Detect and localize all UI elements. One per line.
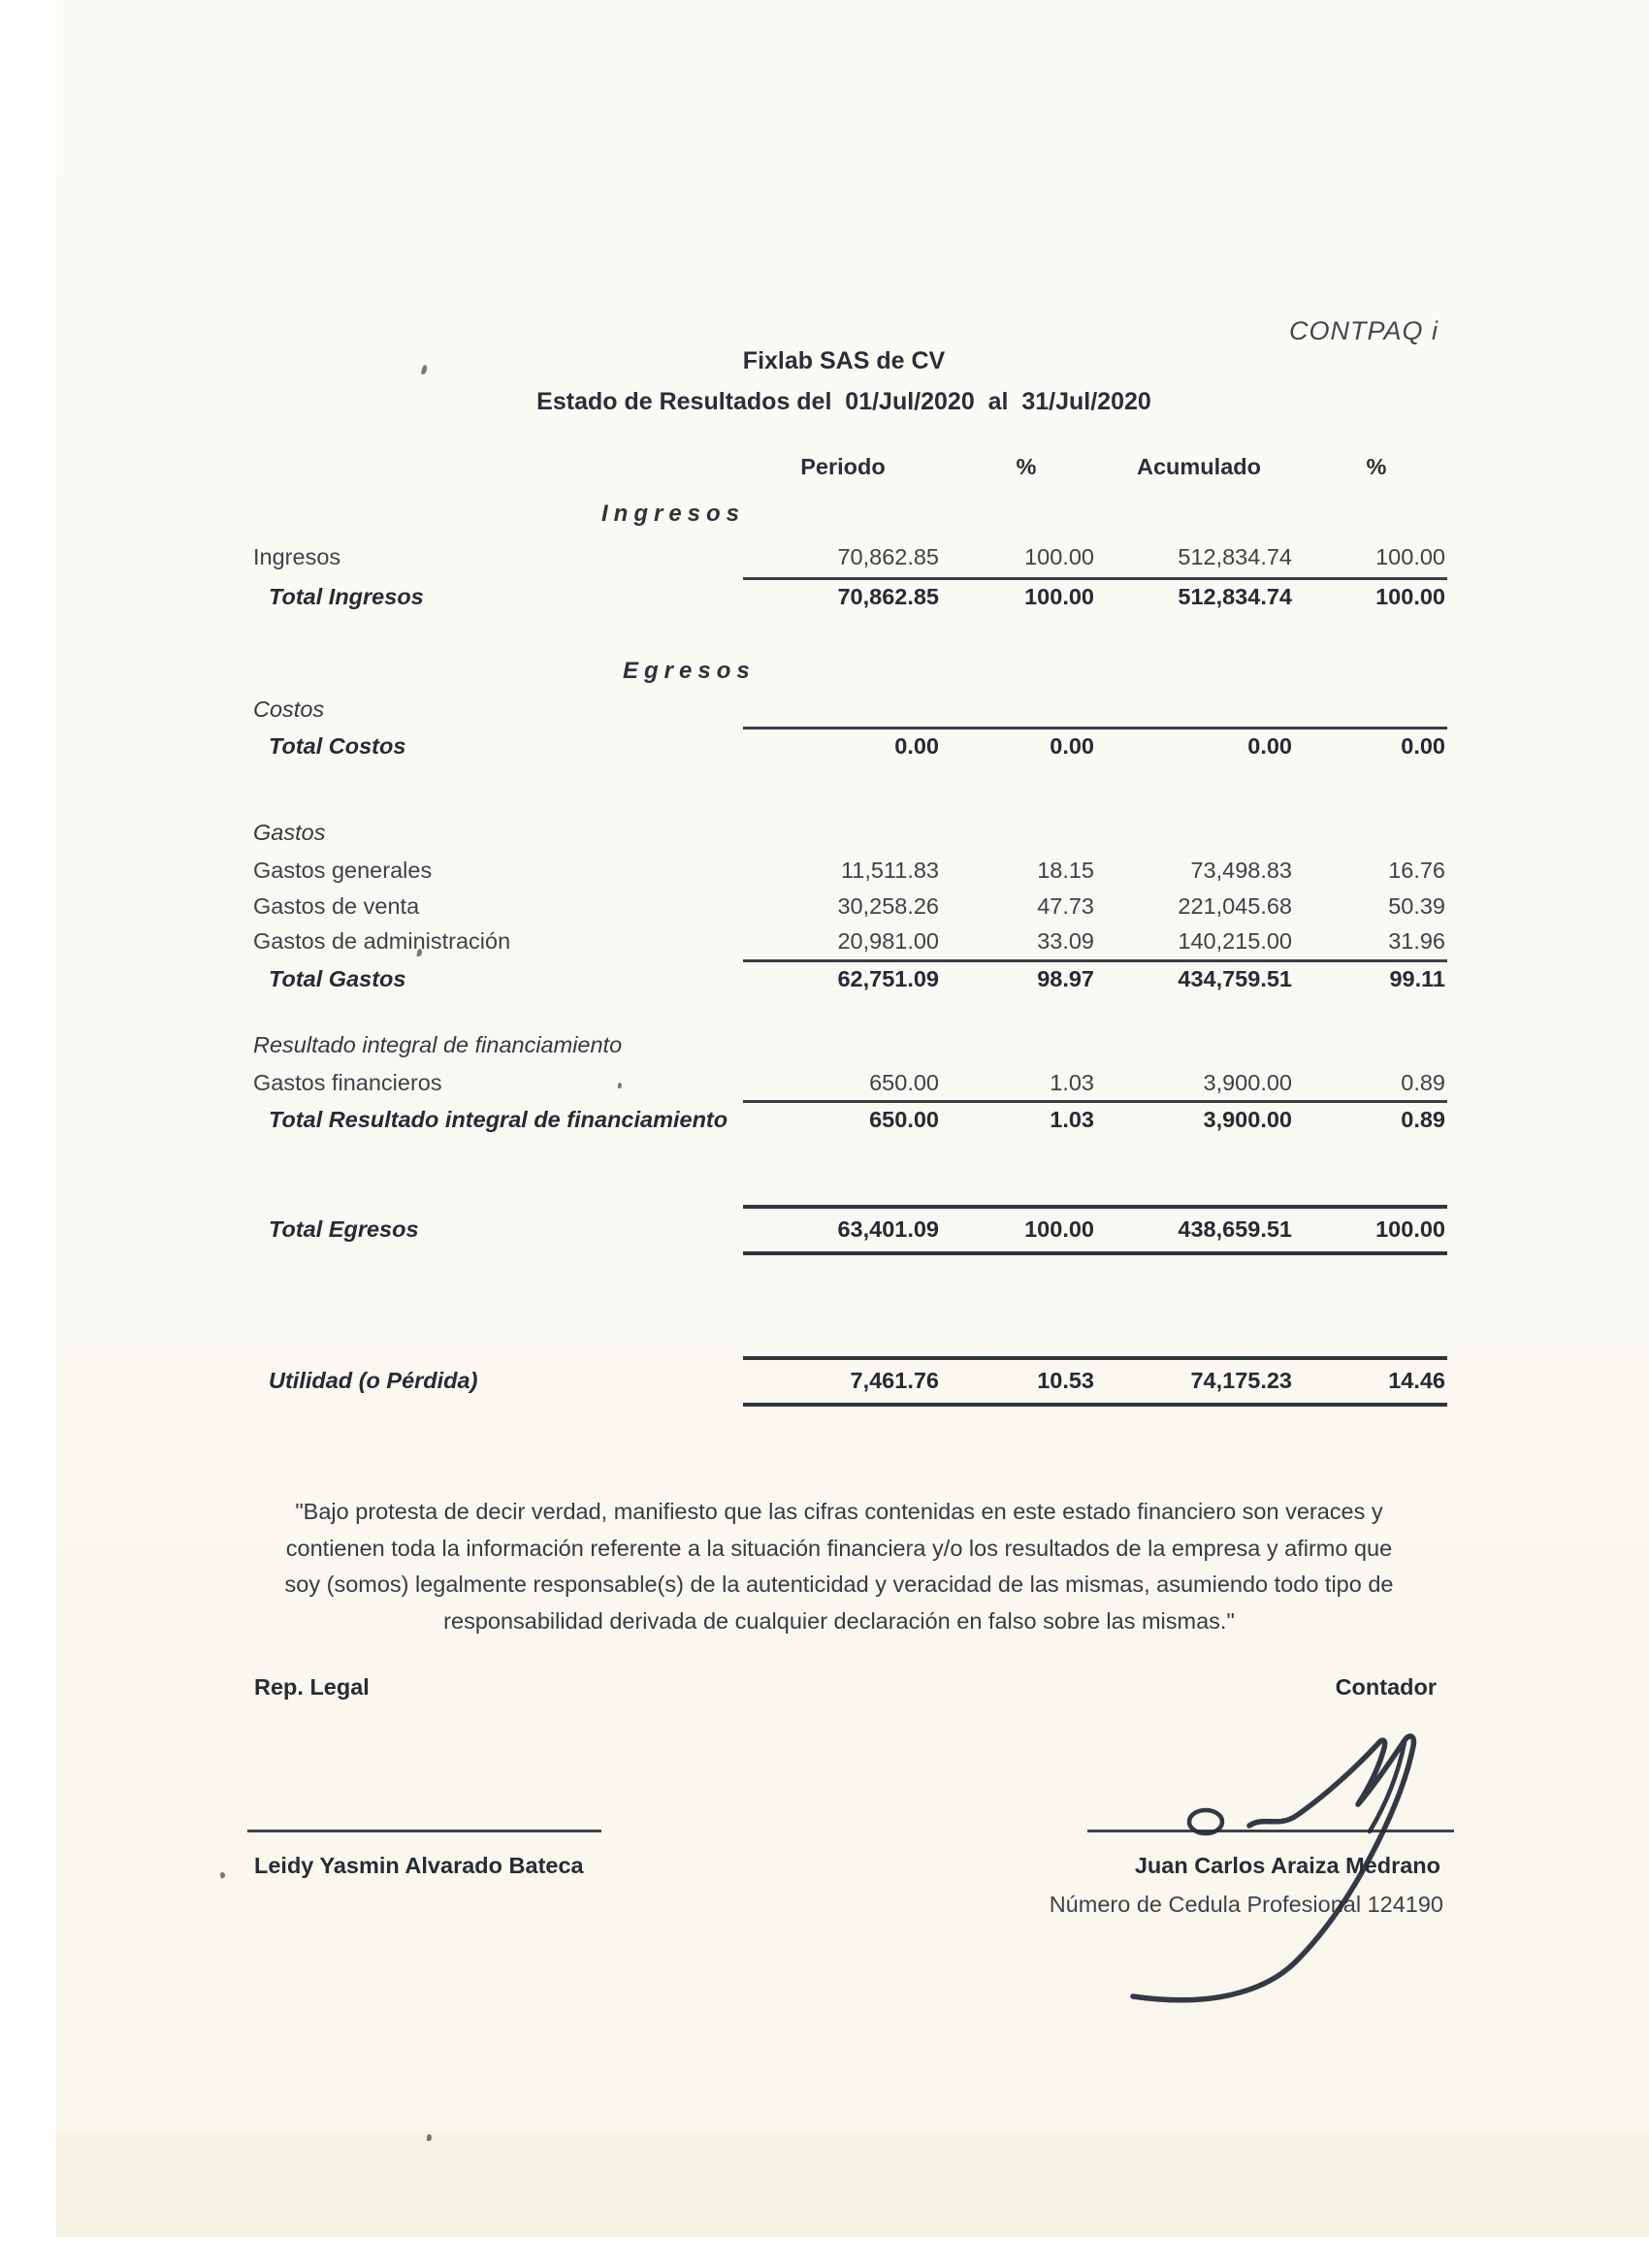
table-row-utilidad: [0, 1368, 1649, 1397]
table-row-gastos-administracion: [0, 928, 1649, 957]
table-row-gastos-venta: [0, 893, 1649, 923]
table-row-total-rif: [0, 1107, 1649, 1136]
value-acumulado: 221,045.68: [1178, 893, 1292, 919]
value-periodo: 70,862.85: [837, 544, 939, 569]
row-label: Utilidad (o Pérdida): [269, 1368, 478, 1393]
contador-label: Contador: [1335, 1674, 1437, 1700]
declaration-line: contienen toda la información referente a la situación financiera y/o los resultados de la empresa y afirmo que: [285, 1535, 1393, 1561]
value-acumulado: 434,759.51: [1178, 966, 1292, 991]
row-label: Resultado integral de financiamiento: [253, 1032, 623, 1057]
value-percent-acum: 31.96: [1388, 928, 1445, 954]
value-acumulado: 438,659.51: [1178, 1216, 1292, 1242]
table-row-total-costos: [0, 733, 1649, 762]
value-periodo: 20,981.00: [837, 928, 939, 954]
column-header-periodo: Periodo: [800, 454, 886, 479]
row-label: Gastos de venta: [253, 893, 420, 919]
declaration-line: "Bajo protesta de decir verdad, manifiesto que las cifras contenidas en este estado financiero son veraces y: [295, 1499, 1383, 1524]
value-acumulado: 512,834.74: [1178, 584, 1292, 609]
value-percent: 1.03: [1050, 1070, 1094, 1095]
column-header-percent: %: [1016, 454, 1037, 479]
value-percent-acum: 100.00: [1375, 1216, 1445, 1242]
value-periodo: 650.00: [869, 1070, 939, 1095]
value-periodo: 70,862.85: [837, 584, 939, 609]
section-header-egresos: Egresos: [623, 658, 756, 684]
table-rule: [743, 727, 1447, 729]
table-rule: [743, 1205, 1447, 1209]
declaration-line: soy (somos) legalmente responsable(s) de la autenticidad y veracidad de las mismas, asumiendo todo tipo de: [284, 1571, 1394, 1597]
table-row-gastos-generales: [0, 858, 1649, 887]
value-percent-acum: 99.11: [1389, 966, 1445, 991]
signatory-name-left: Leidy Yasmin Alvarado Bateca: [254, 1853, 584, 1878]
row-label: Total Gastos: [269, 966, 406, 991]
value-periodo: 30,258.26: [837, 893, 939, 919]
table-rule: [743, 577, 1447, 580]
value-acumulado: 140,215.00: [1178, 928, 1292, 954]
value-acumulado: 3,900.00: [1203, 1070, 1292, 1095]
row-label: Gastos generales: [253, 858, 433, 883]
value-periodo: 7,461.76: [850, 1368, 939, 1393]
table-rule: [743, 1356, 1447, 1360]
value-percent-acum: 50.39: [1388, 893, 1445, 919]
value-percent: 47.73: [1037, 893, 1094, 919]
row-label: Total Egresos: [269, 1216, 419, 1242]
value-percent: 0.00: [1050, 733, 1094, 759]
table-rule: [743, 1100, 1447, 1103]
row-label: Costos: [253, 697, 325, 722]
signatory-name-right: Juan Carlos Araiza Medrano: [1134, 1853, 1440, 1878]
table-rule: [743, 959, 1447, 962]
value-percent-acum: 0.00: [1401, 733, 1445, 759]
value-periodo: 63,401.09: [837, 1216, 939, 1242]
contpaq-brand: CONTPAQ i: [1288, 316, 1439, 345]
value-percent: 98.97: [1037, 966, 1094, 991]
scan-shade-bottom: [56, 2130, 1649, 2239]
scan-speckle: [219, 1871, 226, 1878]
column-header-percent-acum: %: [1366, 454, 1387, 479]
value-percent-acum: 0.89: [1401, 1070, 1445, 1095]
value-acumulado: 512,834.74: [1178, 544, 1292, 569]
signature-scribble: [1086, 1707, 1465, 2027]
value-percent: 100.00: [1024, 544, 1094, 569]
value-percent: 18.15: [1037, 858, 1094, 883]
rep-legal-label: Rep. Legal: [254, 1674, 370, 1700]
license-number: Número de Cedula Profesional 124190: [1049, 1892, 1443, 1917]
value-periodo: 0.00: [894, 733, 939, 759]
row-label: Total Resultado integral de financiamiento: [269, 1107, 728, 1132]
value-acumulado: 74,175.23: [1190, 1368, 1292, 1393]
scan-speckle: [427, 2134, 432, 2141]
table-row-gastos-label: [0, 820, 1649, 849]
value-percent: 100.00: [1024, 584, 1094, 609]
row-label: Total Costos: [269, 733, 406, 759]
signature-line-left: [247, 1830, 601, 1832]
row-label: Gastos: [253, 820, 326, 845]
table-row-rif-label: [0, 1032, 1649, 1061]
value-percent-acum: 0.89: [1401, 1107, 1445, 1132]
scan-edge-bottom: [0, 2237, 1649, 2268]
value-acumulado: 73,498.83: [1190, 858, 1292, 883]
value-acumulado: 3,900.00: [1203, 1107, 1292, 1132]
table-row-gastos-financieros: [0, 1070, 1649, 1099]
value-percent: 33.09: [1037, 928, 1094, 954]
table-row-total-gastos: [0, 966, 1649, 995]
value-percent: 100.00: [1024, 1216, 1094, 1242]
row-label: Total Ingresos: [269, 584, 424, 609]
value-percent-acum: 16.76: [1388, 858, 1445, 883]
table-rule: [743, 1251, 1447, 1255]
value-periodo: 11,511.83: [840, 858, 939, 883]
section-header-ingresos: Ingresos: [601, 501, 746, 527]
value-percent-acum: 100.00: [1375, 584, 1445, 609]
declaration-text: [150, 1494, 1528, 1639]
value-acumulado: 0.00: [1247, 733, 1292, 759]
row-label: Gastos financieros: [253, 1070, 442, 1095]
column-header-acumulado: Acumulado: [1137, 454, 1261, 479]
table-header-row: [0, 454, 1649, 483]
table-row-costos-label: [0, 697, 1649, 726]
table-row-total-egresos: [0, 1216, 1649, 1246]
value-periodo: 650.00: [869, 1107, 939, 1132]
report-title: Estado de Resultados del 01/Jul/2020 al 31/Jul/2020: [536, 388, 1151, 415]
table-row-ingresos: [0, 544, 1649, 573]
value-percent: 10.53: [1037, 1368, 1094, 1393]
row-label: Ingresos: [253, 544, 341, 569]
row-label: Gastos de administración: [253, 928, 511, 954]
table-row-total-ingresos: [0, 584, 1649, 613]
value-percent-acum: 100.00: [1375, 544, 1445, 569]
table-rule: [743, 1403, 1447, 1407]
declaration-line: responsabilidad derivada de cualquier declaración en falso sobre las mismas.": [443, 1607, 1235, 1634]
company-name: Fixlab SAS de CV: [742, 347, 946, 374]
value-percent: 1.03: [1050, 1107, 1094, 1132]
value-periodo: 62,751.09: [837, 966, 939, 991]
value-percent-acum: 14.46: [1388, 1368, 1445, 1393]
